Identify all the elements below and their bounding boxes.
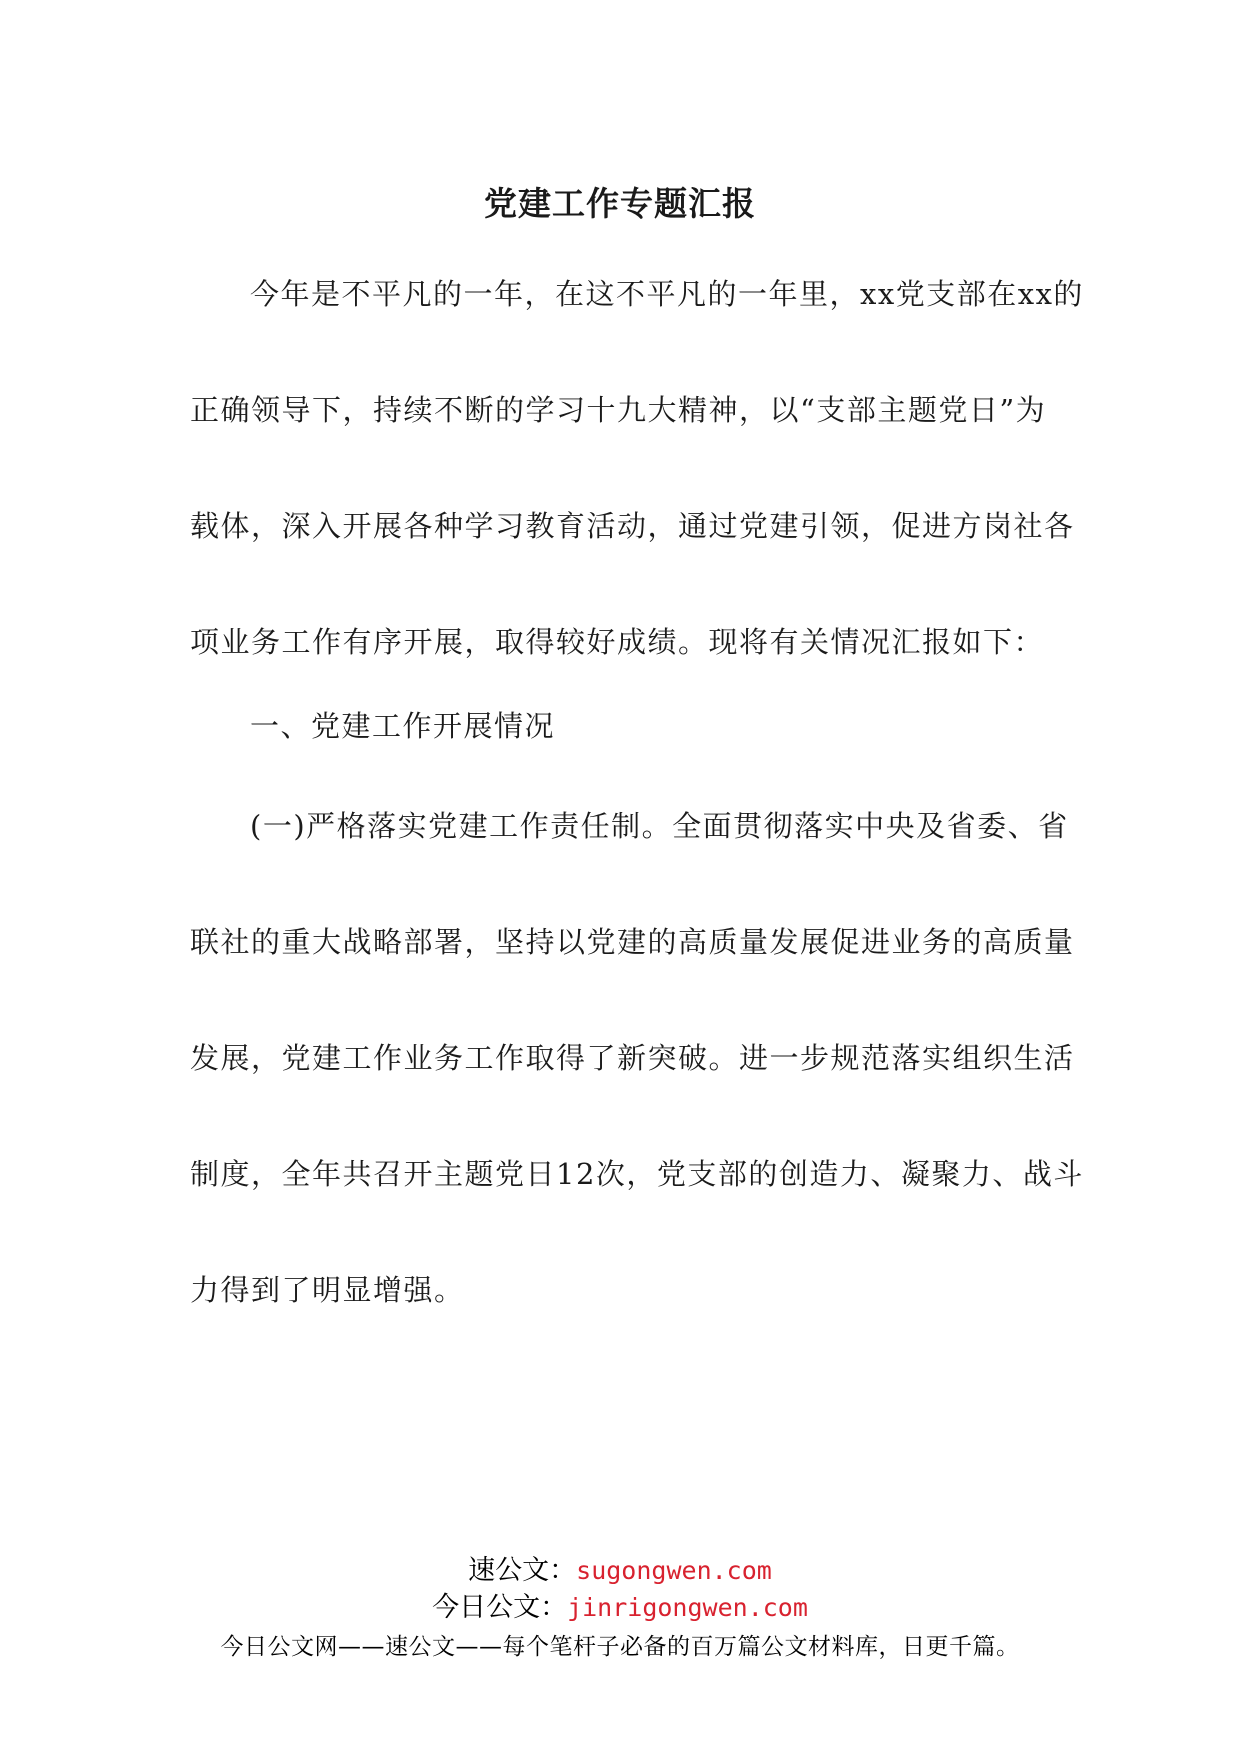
body-line-7: 联社的重大战略部署，坚持以党建的高质量发展促进业务的高质量 xyxy=(190,925,1075,959)
footer-tagline: 今日公文网——速公文——每个笔杆子必备的百万篇公文材料库，日更千篇。 xyxy=(220,1634,1020,1660)
footer-jinrigongwen xyxy=(0,1585,1240,1624)
body-line-1: 今年是不平凡的一年，在这不平凡的一年里，xx党支部在xx的 xyxy=(250,277,1084,311)
body-line-6: (一)严格落实党建工作责任制。全面贯彻落实中央及省委、省 xyxy=(250,809,1069,843)
body-line-2: 正确领导下，持续不断的学习十九大精神，以“支部主题党日”为 xyxy=(190,393,1047,427)
footer-link-jinrigongwen[interactable]: jinrigongwen.com xyxy=(567,1593,808,1622)
footer-label-sugongwen: 速公文： xyxy=(468,1555,577,1586)
body-line-9: 制度，全年共召开主题党日12次，党支部的创造力、凝聚力、战斗 xyxy=(190,1157,1084,1191)
footer-sugongwen xyxy=(0,1548,1240,1587)
body-line-3: 载体，深入开展各种学习教育活动，通过党建引领，促进方岗社各 xyxy=(190,509,1075,543)
body-line-10: 力得到了明显增强。 xyxy=(190,1273,465,1307)
body-line-8: 发展，党建工作业务工作取得了新突破。进一步规范落实组织生活 xyxy=(190,1041,1075,1075)
footer-label-jinrigongwen: 今日公文： xyxy=(432,1592,568,1623)
document-title: 党建工作专题汇报 xyxy=(484,184,756,223)
section-heading: 一、党建工作开展情况 xyxy=(250,709,556,743)
body-line-4: 项业务工作有序开展，取得较好成绩。现将有关情况汇报如下： xyxy=(190,625,1045,659)
footer-link-sugongwen[interactable]: sugongwen.com xyxy=(576,1556,772,1585)
